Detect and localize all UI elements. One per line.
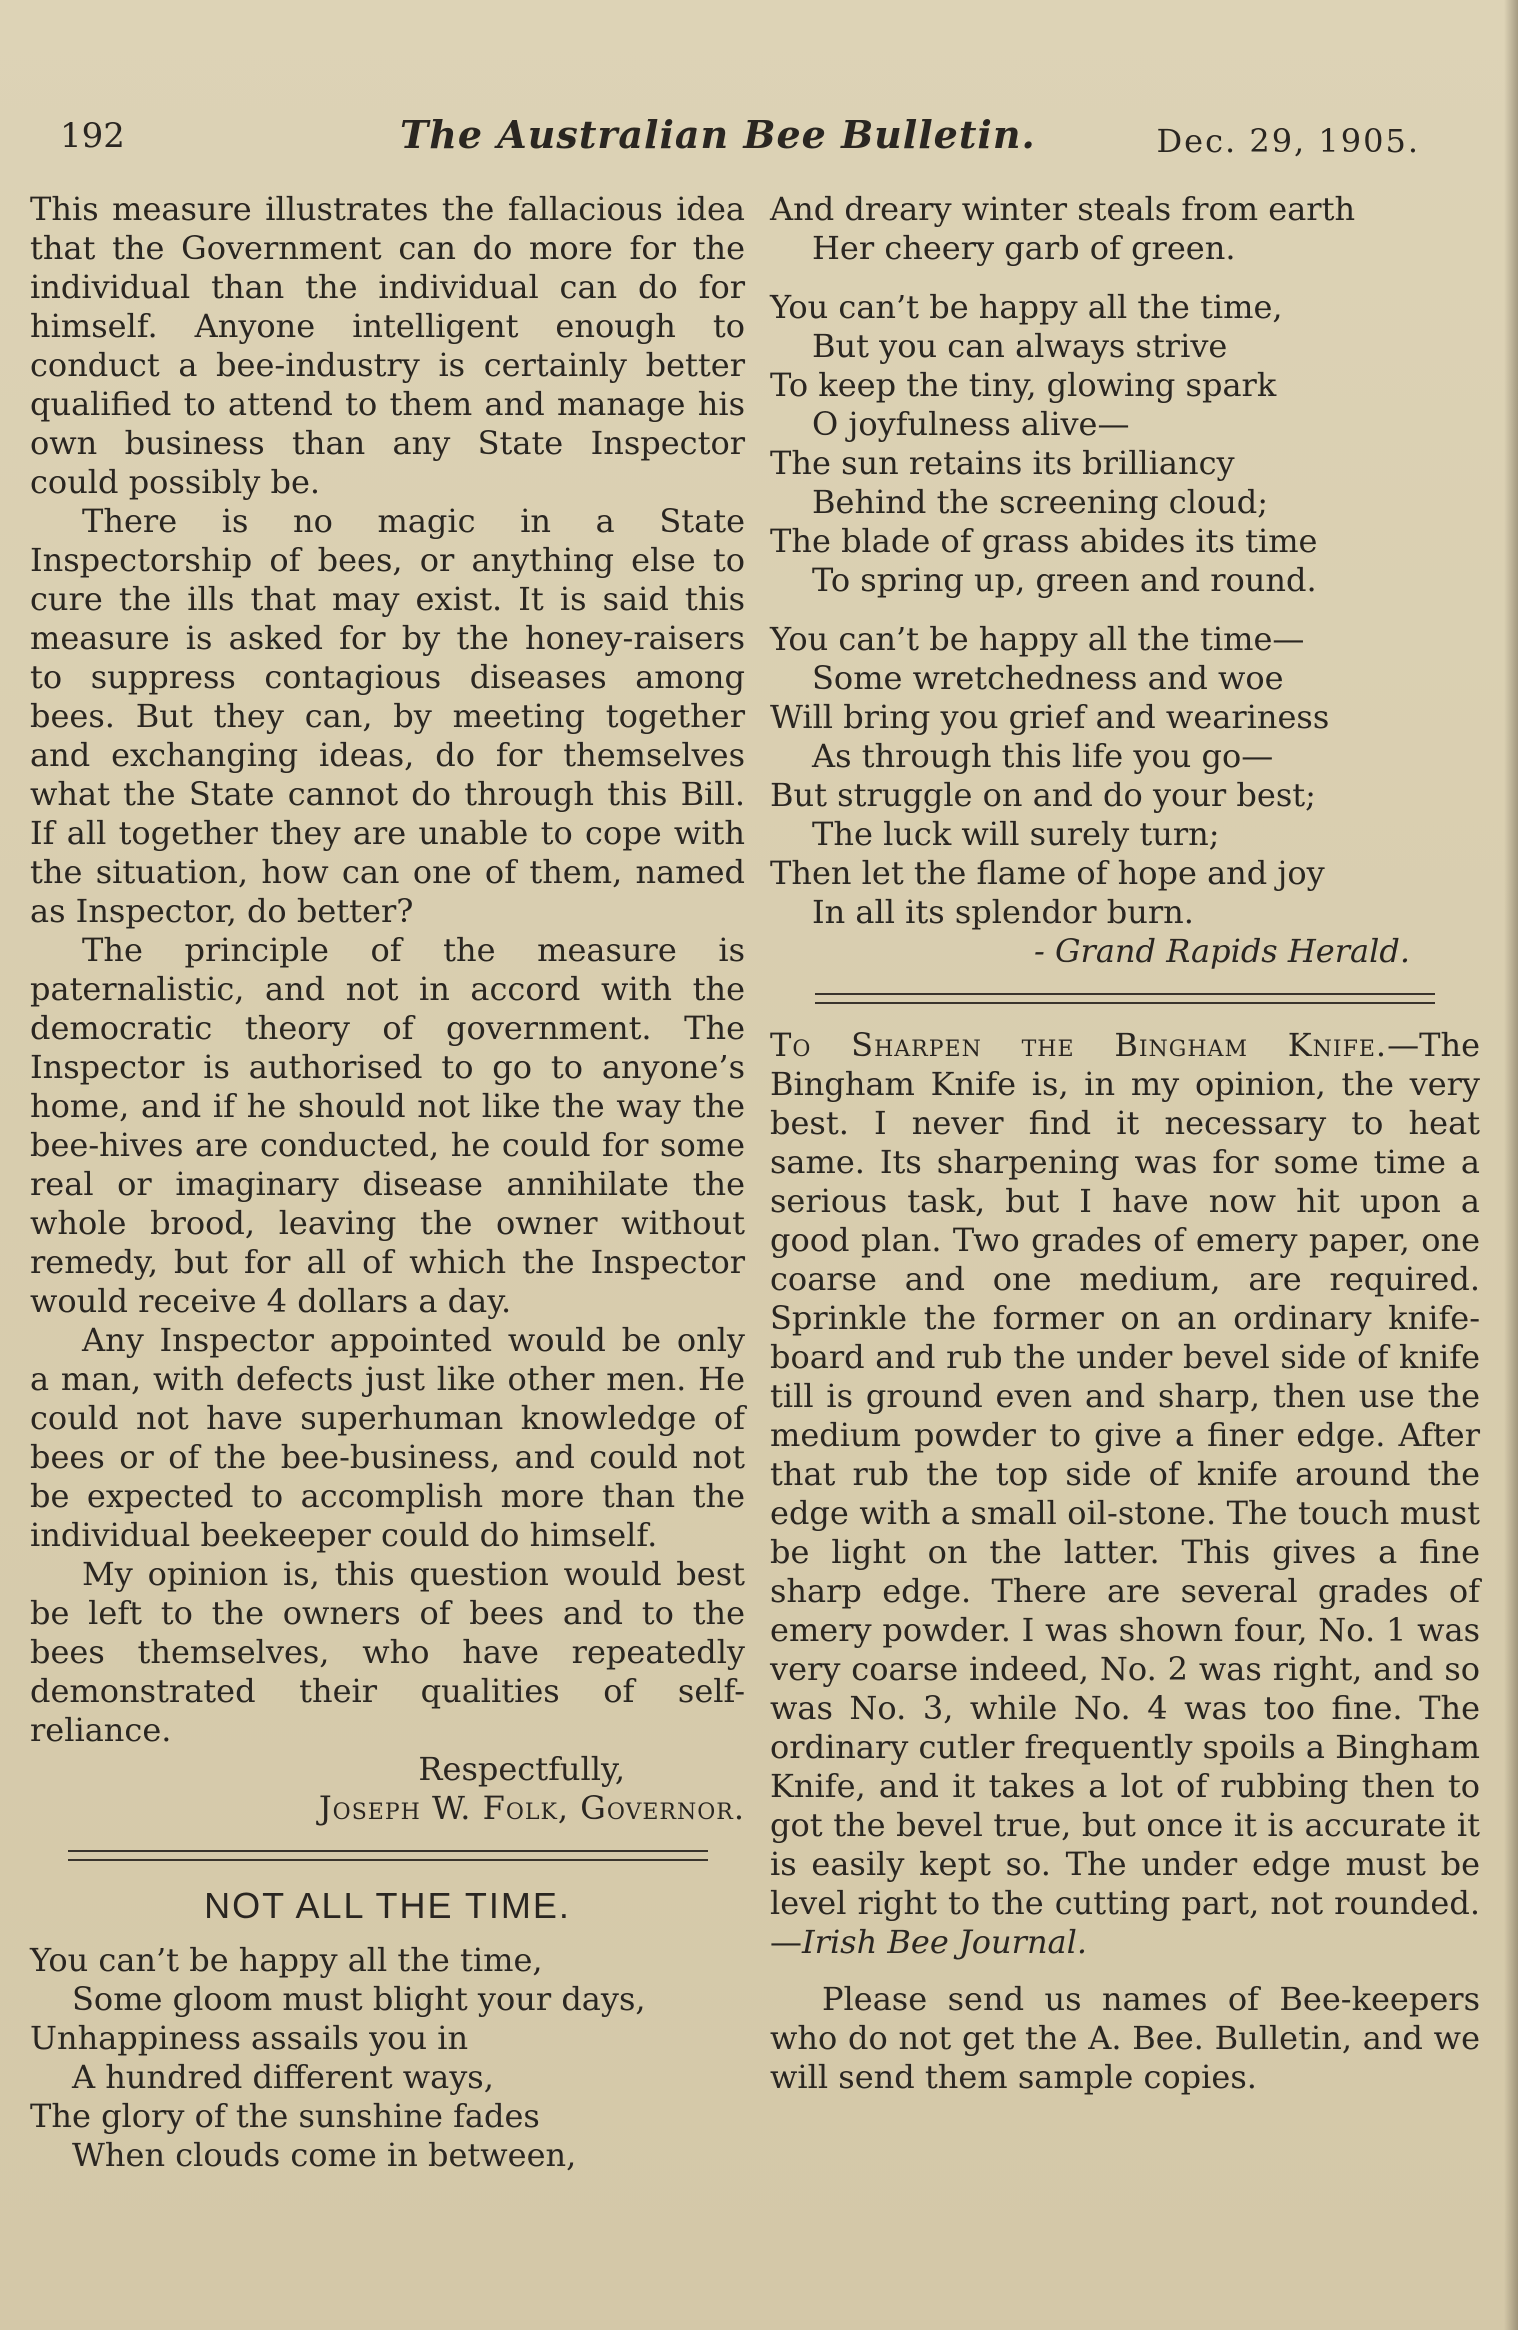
verse-line: To keep the tiny, glowing spark bbox=[770, 366, 1277, 404]
verse-line: But you can always strive bbox=[812, 327, 1228, 365]
paragraph: My opinion is, this question would best be left to the owners of bees and to the bees themselves, who have repeatedly demonstrated their qualities of self-reliance. bbox=[30, 1555, 745, 1749]
page-edge-shadow bbox=[1504, 0, 1518, 2330]
verse-line: Behind the screening cloud; bbox=[812, 483, 1269, 521]
verse-line: A hundred different ways, bbox=[72, 2058, 494, 2096]
article-paragraph bbox=[770, 1026, 1480, 1962]
verse-line: Some gloom must blight your days, bbox=[72, 1980, 646, 2018]
verse-line: The sun retains its brilliancy bbox=[770, 444, 1235, 482]
verse-line: The blade of grass abides its time bbox=[770, 522, 1318, 560]
verse-line: O joyfulness alive— bbox=[812, 405, 1130, 443]
verse-line: In all its splendor burn. bbox=[812, 893, 1194, 931]
page-number: 192 bbox=[60, 116, 125, 156]
poem-title: NOT ALL THE TIME. bbox=[204, 1885, 571, 1926]
poem-stanza-1-part bbox=[30, 1941, 745, 2175]
verse-line: Some wretchedness and woe bbox=[812, 659, 1284, 697]
verse-line: To spring up, green and round. bbox=[812, 561, 1317, 599]
verse-line: As through this life you go— bbox=[812, 737, 1274, 775]
verse-line: Then let the flame of hope and joy bbox=[770, 854, 1325, 892]
left-column bbox=[30, 190, 745, 2175]
verse-line: You can’t be happy all the time, bbox=[770, 288, 1283, 326]
article-heading: To Sharpen the Bingham Knife. bbox=[770, 1026, 1388, 1064]
subscription-notice: Please send us names of Bee-keepers who do not get the A. Bee. Bulletin, and we will send them sample copies. bbox=[770, 1980, 1480, 2096]
verse-line: And dreary winter steals from earth bbox=[770, 190, 1356, 228]
poem-stanza-2 bbox=[770, 288, 1480, 600]
section-divider bbox=[815, 993, 1435, 1004]
verse-line: But struggle on and do your best; bbox=[770, 776, 1316, 814]
verse-line: You can’t be happy all the time, bbox=[30, 1941, 543, 1979]
verse-line: Unhappiness assails you in bbox=[30, 2019, 469, 2057]
verse-line: When clouds come in between, bbox=[72, 2136, 577, 2174]
article-body: —The Bingham Knife is, in my opinion, the very best. I never find it necessary to heat same. Its sharpening was for some time a serious task, but I have now hit upon a good plan. Two grades of emery paper, one coarse and one medium, are required. Sprinkle the former on an ordinary knife-board and rub the under bevel side of knife till is ground even and sharp, then use the medium powder to give a finer edge. After that rub the top side of knife around the edge with a small oil-stone. The touch must be light on the latter. This gives a fine sharp edge. There are several grades of emery powder. I was shown four, No. 1 was very coarse indeed, No. 2 was right, and so was No. 3, while No. 4 was too fine. The ordinary cutler frequently spoils a Bingham Knife, and it takes a lot of rubbing then to got the bevel true, but once it is accurate it is easily kept so. The under edge must be level right to the cutting part, not rounded.— bbox=[770, 1026, 1480, 1961]
issue-date: Dec. 29, 1905. bbox=[1156, 122, 1420, 160]
poem-attribution: - Grand Rapids Herald. bbox=[1034, 932, 1410, 970]
poem-stanza-3 bbox=[770, 620, 1480, 932]
journal-title: The Australian Bee Bulletin. bbox=[400, 112, 1036, 157]
section-divider bbox=[68, 1850, 708, 1861]
verse-line: The luck will surely turn; bbox=[812, 815, 1220, 853]
signature: Joseph W. Folk, Governor. bbox=[318, 1789, 745, 1827]
paragraph: Any Inspector appointed would be only a man, with defects just like other men. He could not have superhuman knowledge of bees or of the bee-business, and could not be expected to accomplish more than the individual beekeeper could do himself. bbox=[30, 1321, 745, 1554]
verse-line: The glory of the sunshine fades bbox=[30, 2097, 540, 2135]
poem-stanza-1-continued bbox=[770, 190, 1480, 268]
verse-line: You can’t be happy all the time— bbox=[770, 620, 1305, 658]
paragraph: There is no magic in a State Inspectorship of bees, or anything else to cure the ills that may exist. It is said this measure is asked for by the honey-raisers to suppress contagious diseases among bees. But they can, by meeting together and exchanging ideas, do for themselves what the State cannot do through this Bill. If all together they are unable to cope with the situation, how can one of them, named as Inspector, do better? bbox=[30, 502, 745, 930]
page-header bbox=[60, 112, 1420, 172]
closing: Respectfully, bbox=[418, 1750, 625, 1788]
paragraph: The principle of the measure is paternalistic, and not in accord with the democratic theory of government. The Inspector is authorised to go to anyone’s home, and if he should not like the way the bee-hives are conducted, he could for some real or imaginary disease annihilate the whole brood, leaving the owner without remedy, but for all of which the Inspector would receive 4 dollars a day. bbox=[30, 931, 745, 1320]
right-column bbox=[770, 190, 1480, 2097]
verse-line: Her cheery garb of green. bbox=[812, 229, 1236, 267]
verse-line: Will bring you grief and weariness bbox=[770, 698, 1330, 736]
paragraph: This measure illustrates the fallacious idea that the Government can do more for the individual than the individual can do for himself. Anyone intelligent enough to conduct a bee-industry is certainly better qualified to attend to them and manage his own business than any State Inspector could possibly be. bbox=[30, 190, 745, 501]
article-source: Irish Bee Journal. bbox=[802, 1923, 1088, 1961]
